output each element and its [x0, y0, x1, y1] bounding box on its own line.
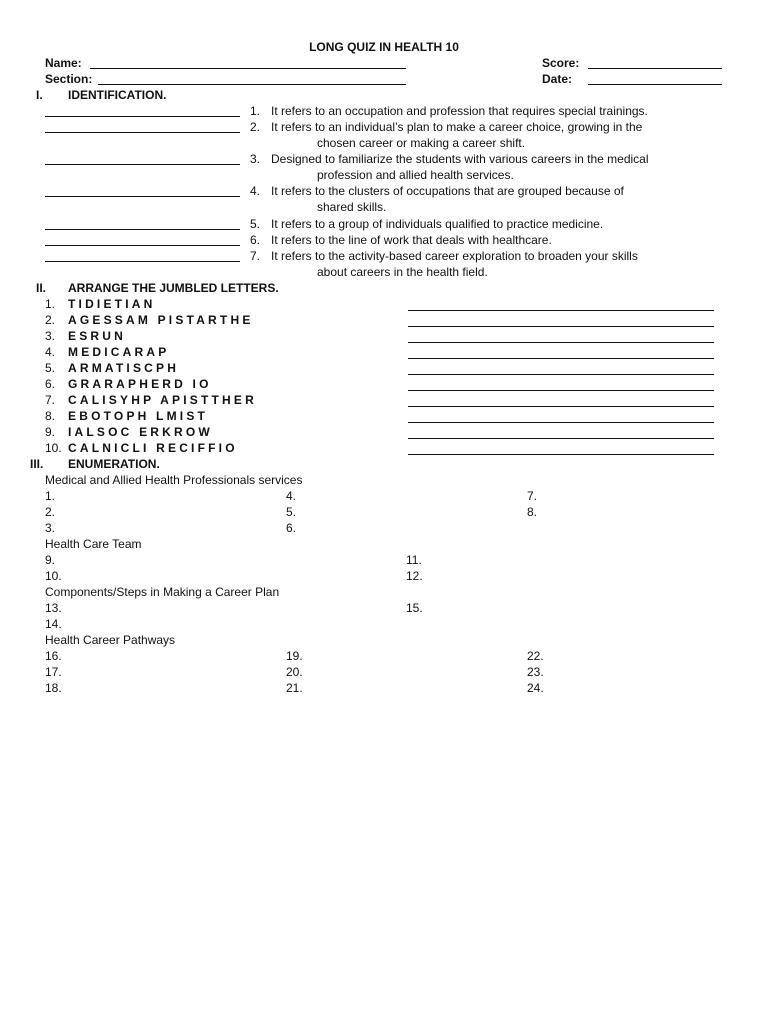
answer-blank-7[interactable] [45, 261, 240, 262]
enum-number: 10. [45, 569, 62, 583]
enum-number: 5. [286, 505, 297, 519]
answer-blank-j4[interactable] [408, 358, 714, 359]
answer-blank-j8[interactable] [408, 422, 714, 423]
answer-blank-j1[interactable] [408, 310, 714, 311]
answer-blank-5[interactable] [45, 229, 240, 230]
answer-blank-1[interactable] [45, 116, 240, 117]
section-iii-numeral: III. [30, 457, 44, 471]
enum-number: 21. [286, 681, 303, 695]
enum-number: 19. [286, 649, 303, 663]
jumbled-word: EBOTOPH LMIST [68, 409, 209, 423]
date-label: Date: [542, 72, 573, 86]
item-number: 2. [250, 120, 261, 134]
question-text: It refers to the line of work that deals with healthcare. [271, 233, 552, 247]
item-number: 6. [45, 377, 56, 391]
section-iii-heading: ENUMERATION. [68, 457, 160, 471]
answer-blank-j9[interactable] [408, 438, 714, 439]
question-text: It refers to the activity-based career exploration to broaden your skills [271, 249, 638, 263]
item-number: 1. [250, 104, 261, 118]
name-field[interactable] [90, 68, 406, 69]
answer-blank-j5[interactable] [408, 374, 714, 375]
question-text: It refers to an individual’s plan to make a career choice, growing in the [271, 120, 643, 134]
answer-blank-6[interactable] [45, 245, 240, 246]
enum-number: 6. [286, 521, 297, 535]
enum-number: 7. [527, 489, 538, 503]
question-text: It refers to the clusters of occupations that are grouped because of [271, 184, 624, 198]
enumeration-group-title: Health Career Pathways [45, 633, 176, 647]
question-text-cont: about careers in the health field. [317, 265, 488, 279]
enum-number: 2. [45, 505, 56, 519]
answer-blank-j2[interactable] [408, 326, 714, 327]
answer-blank-4[interactable] [45, 196, 240, 197]
enum-number: 13. [45, 601, 62, 615]
enumeration-group-title: Components/Steps in Making a Career Plan [45, 585, 280, 599]
section-label: Section: [45, 72, 93, 86]
enum-number: 18. [45, 681, 62, 695]
item-number: 8. [45, 409, 56, 423]
jumbled-word: ESRUN [68, 329, 127, 343]
item-number: 4. [45, 345, 56, 359]
item-number: 1. [45, 297, 56, 311]
item-number: 6. [250, 233, 261, 247]
answer-blank-3[interactable] [45, 164, 240, 165]
item-number: 5. [250, 217, 261, 231]
item-number: 9. [45, 425, 56, 439]
question-text-cont: shared skills. [317, 200, 387, 214]
answer-blank-2[interactable] [45, 132, 240, 133]
enum-number: 1. [45, 489, 56, 503]
item-number: 4. [250, 184, 261, 198]
answer-blank-j6[interactable] [408, 390, 714, 391]
section-ii-heading: ARRANGE THE JUMBLED LETTERS. [68, 281, 279, 295]
question-text-cont: profession and allied health services. [317, 168, 514, 182]
enum-number: 14. [45, 617, 62, 631]
enum-number: 9. [45, 553, 56, 567]
enumeration-group-title: Medical and Allied Health Professionals services [45, 473, 303, 487]
section-i-heading: IDENTIFICATION. [68, 88, 167, 102]
enum-number: 3. [45, 521, 56, 535]
score-field[interactable] [588, 68, 722, 69]
question-text: It refers to an occupation and profession that requires special trainings. [271, 104, 648, 118]
section-field[interactable] [98, 84, 406, 85]
answer-blank-j10[interactable] [408, 454, 714, 455]
jumbled-word: CALISYHP APISTTHER [68, 393, 257, 407]
enum-number: 24. [527, 681, 544, 695]
section-ii-numeral: II. [36, 281, 47, 295]
enum-number: 8. [527, 505, 538, 519]
enum-number: 4. [286, 489, 297, 503]
question-text-cont: chosen career or making a career shift. [317, 136, 526, 150]
enum-number: 16. [45, 649, 62, 663]
enum-number: 22. [527, 649, 544, 663]
enum-number: 12. [406, 569, 423, 583]
answer-blank-j3[interactable] [408, 342, 714, 343]
section-i-numeral: I. [36, 88, 43, 102]
enum-number: 15. [406, 601, 423, 615]
answer-blank-j7[interactable] [408, 406, 714, 407]
item-number: 10. [45, 441, 62, 455]
page-title: LONG QUIZ IN HEALTH 10 [309, 40, 459, 54]
date-field[interactable] [588, 84, 722, 85]
jumbled-word: CALNICLI RECIFFIO [68, 441, 238, 455]
item-number: 2. [45, 313, 56, 327]
name-label: Name: [45, 56, 82, 70]
item-number: 7. [250, 249, 261, 263]
score-label: Score: [542, 56, 580, 70]
enumeration-group-title: Health Care Team [45, 537, 142, 551]
item-number: 7. [45, 393, 56, 407]
jumbled-word: GRARAPHERD IO [68, 377, 212, 391]
item-number: 3. [45, 329, 56, 343]
jumbled-word: AGESSAM PISTARTHE [68, 313, 254, 327]
question-text: It refers to a group of individuals qualified to practice medicine. [271, 217, 604, 231]
enum-number: 17. [45, 665, 62, 679]
item-number: 5. [45, 361, 56, 375]
enum-number: 11. [406, 553, 422, 567]
enum-number: 20. [286, 665, 303, 679]
jumbled-word: IALSOC ERKROW [68, 425, 213, 439]
item-number: 3. [250, 152, 261, 166]
question-text: Designed to familiarize the students with various careers in the medical [271, 152, 649, 166]
jumbled-word: ARMATISCPH [68, 361, 180, 375]
jumbled-word: TIDIETIAN [68, 297, 156, 311]
enum-number: 23. [527, 665, 544, 679]
jumbled-word: MEDICARAP [68, 345, 170, 359]
